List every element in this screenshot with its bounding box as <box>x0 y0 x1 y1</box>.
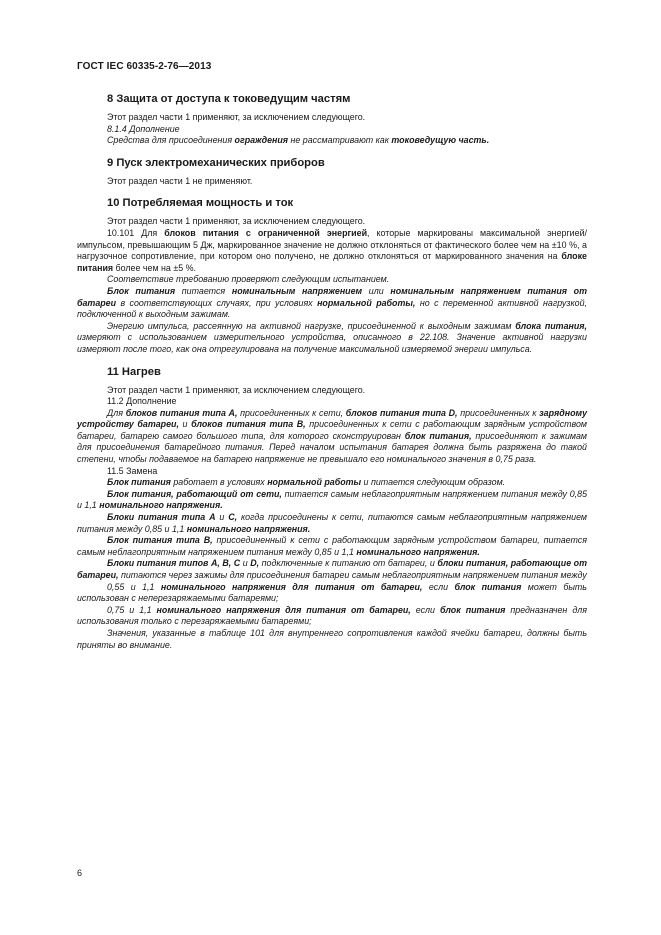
sec10-intro: Этот раздел части 1 применяют, за исключением следующего. <box>107 216 366 227</box>
sec11-mains-supply: Блок питания, работающий от сети, питается самым неблагоприятным напряжением питания между 0,85 и 1,1 номинального напряжения. <box>77 488 587 511</box>
sec10-clause-101: 10.101 Для блоков питания с ограниченной энергией, которые маркированы максимальной энергией/импульсом, превышающим 5 Дж, маркированное значение не должно отклоняться от фактического более чем на ±10 %, а нагрузочное сопротивление, при котором оно получено, не должно отклоняться от маркированного значения на блоке питания более чем на ±5 %. <box>77 227 587 273</box>
section-11-title: 11 Нагрев <box>107 365 161 378</box>
sec11-clause-5: 11.5 Замена <box>107 465 158 476</box>
sec8-intro: Этот раздел части 1 применяют, за исключением следующего. <box>107 112 366 122</box>
sec11-battery-types: Блоки питания типов А, В, С и D, подключенные к питанию от батареи, и блоки питания, работающие от батареи, питаются через зажимы для присоединения батареи самым неблагоприятным напряжением питания между <box>77 558 587 580</box>
sec11-clause-2: 11.2 Дополнение <box>107 396 177 407</box>
sec9-intro: Этот раздел части 1 не применяют. <box>107 175 253 186</box>
sec11-type-a-c: Блоки питания типа А и С, когда присоединены к сети, питаются самым неблагоприятным напряжением питания между 0,85 и 1,1 номинального напряжения. <box>77 512 587 534</box>
sec8-clause-body: Средства для присоединения ограждения не рассматривают как токоведущую часть. <box>107 135 490 146</box>
sec8-clause-label <box>107 124 587 136</box>
page-number: 6 <box>77 868 83 878</box>
sec11-type-b: Блок питания типа В, присоединенный к сети с работающим зарядным устройством батареи, питается самым неблагоприятным напряжением питания между 0,85 и 1,1 номинального напряжения. <box>77 535 587 557</box>
section-10-title: 10 Потребляемая мощность и ток <box>107 197 294 210</box>
section-9-title: 9 Пуск электромеханических приборов <box>107 156 325 169</box>
sec10-impulse-energy: Энергию импульса, рассеянную на активной нагрузке, присоединенной к выходным зажимам блока питания, измеряют с использованием измерительного устройства, описанного в 22.108. Значение активной нагрузки измеряют после того, как она отрегулирована на получение максимальной измеряемой энергии импульса. <box>77 320 587 354</box>
sec11-addition-body: Для блоков питания типа А, присоединенных к сети, блоков питания типа D, присоединенных к зарядному устройству батареи, и блоков питания типа В, присоединенных к сети с работающим зарядным устройством батареи, батарею самого большого типа, для которого сконструирован блок питания, присоединяют к зажимам для присоединения батарейного питания. Перед началом испытания батарея должна быть разряжена до такой степени, чтобы подаваемое на батарею напряжение не превышало его номинального значения в 0,75 раза. <box>77 407 588 465</box>
sec11-table-note: Значения, указанные в таблице 101 для внутреннего сопротивления каждой ячейки батареи, должны быть приняты во внимание. <box>77 627 587 650</box>
sec11-range-nonrechargeable: 0,55 и 1,1 номинального напряжения для питания от батареи, если блок питания может быть использован с неперезаряжаемыми батареями; <box>77 581 587 604</box>
sec10-test-conditions: Блок питания питается номинальным напряжением или номинальным напряжением питания от батареи в соответствующих случаях, при условиях нормальной работы, но с переменной активной нагрузкой, подключенной к выходным зажимам. <box>77 285 587 320</box>
sec11-operation: Блок питания работает в условиях нормальной работы и питается следующим образом. <box>107 477 506 488</box>
sec11-intro: Этот раздел части 1 применяют, за исключением следующего. <box>107 384 366 395</box>
page-body <box>77 92 588 651</box>
sec11-range-rechargeable: 0,75 и 1,1 номинального напряжения для питания от батареи, если блок питания предназначен для использования только с перезаряжаемыми батареями; <box>77 604 587 627</box>
document-header: ГОСТ IEC 60335-2-76—2013 <box>77 61 212 72</box>
sec8-clause-text: 8.1.4 Дополнение <box>107 123 180 134</box>
sec10-compliance: Соответствие требованию проверяют следующим испытанием. <box>107 274 390 285</box>
section-8-title: 8 Защита от доступа к токоведущим частям <box>107 93 351 105</box>
